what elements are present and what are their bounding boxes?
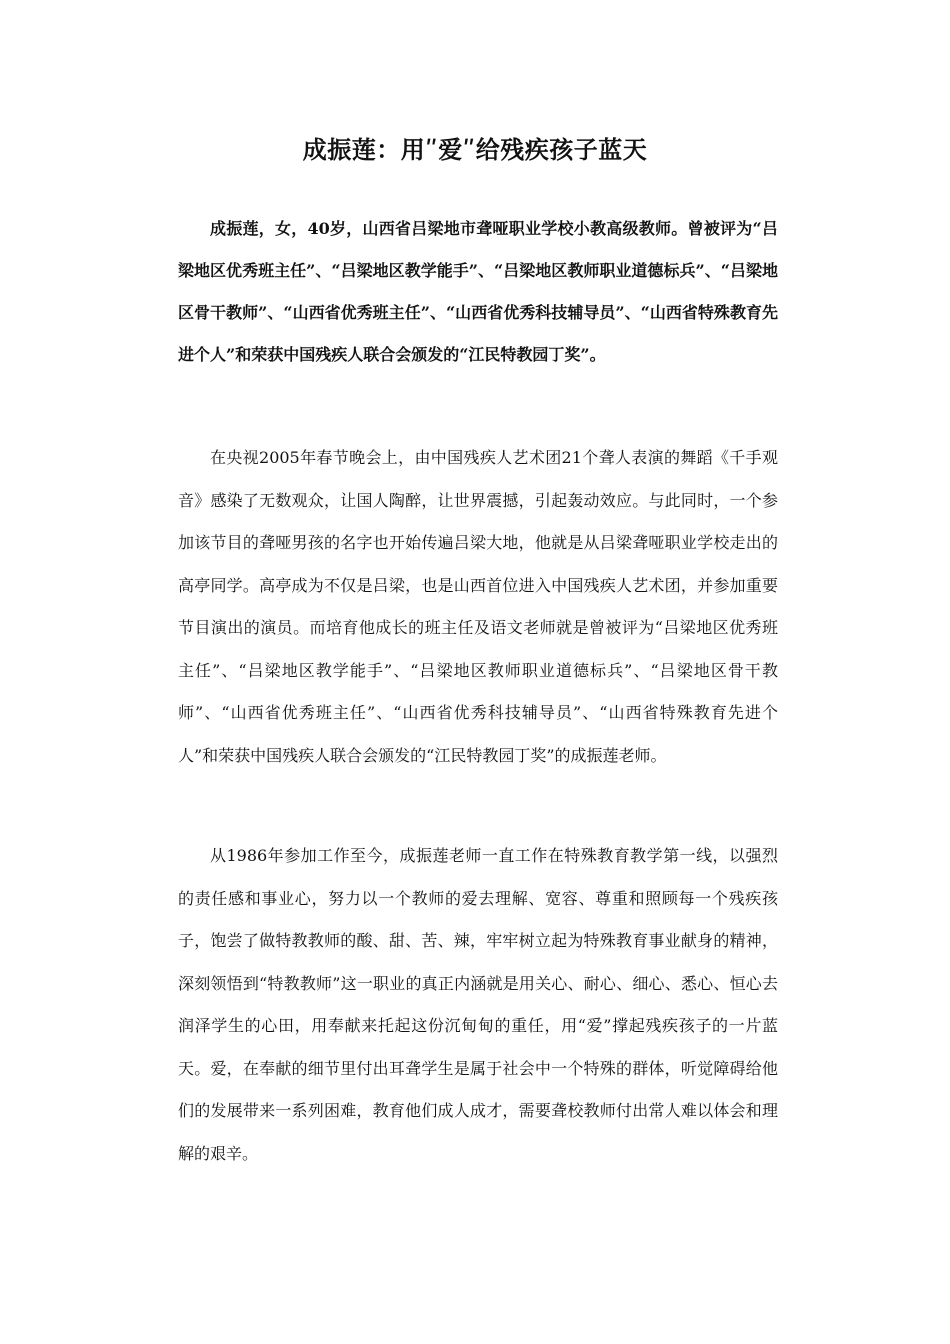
body-paragraph-1: 在央视2005年春节晚会上，由中国残疾人艺术团21个聋人表演的舞蹈《千手观音》感染了无数观众，让国人陶醉，让世界震撼，引起轰动效应。与此同时，一个参加该节目的聋哑男孩的名字也开始传遍吕梁大地，他就是从吕梁聋哑职业学校走出的高亭同学。高亭成为不仅是吕梁，也是山西首位进入中国残疾人艺术团，并参加重要节目演出的演员。而培育他成长的班主任及语文老师就是曾被评为“吕梁地区优秀班主任”、“吕梁地区教学能手”、“吕梁地区教师职业道德标兵”、“吕梁地区骨干教师”、“山西省优秀班主任”、“山西省优秀科技辅导员”、“山西省特殊教育先进个人”和荣获中国残疾人联合会颁发的“江民特教园丁奖”的成振莲老师。	[178, 448, 778, 765]
body-paragraph-2: 从1986年参加工作至今，成振莲老师一直工作在特殊教育教学第一线，以强烈的责任感和事业心，努力以一个教师的爱去理解、宽容、尊重和照顾每一个残疾孩子，饱尝了做特教教师的酸、甜、苦、辣，牢牢树立起为特殊教育事业献身的精神，深刻领悟到“特教教师”这一职业的真正内涵就是用关心、耐心、细心、悉心、恒心去润泽学生的心田，用奉献来托起这份沉甸甸的重任，用“爱”撑起残疾孩子的一片蓝天。爱，在奉献的细节里付出耳聋学生是属于社会中一个特殊的群体，听觉障碍给他们的发展带来一系列困难，教育他们成人成才，需要聋校教师付出常人难以体会和理解的艰辛。	[178, 846, 778, 1163]
document-title: 成振莲：用ʺ爱ʺ给残疾孩子蓝天	[302, 135, 648, 164]
intro-paragraph: 成振莲，女，40岁，山西省吕梁地市聋哑职业学校小教高级教师。曾被评为“吕梁地区优秀班主任”、“吕梁地区教学能手”、“吕梁地区教师职业道德标兵”、“吕梁地区骨干教师”、“山西省优秀班主任”、“山西省优秀科技辅导员”、“山西省特殊教育先进个人”和荣获中国残疾人联合会颁发的“江民特教园丁奖”。	[178, 219, 778, 364]
